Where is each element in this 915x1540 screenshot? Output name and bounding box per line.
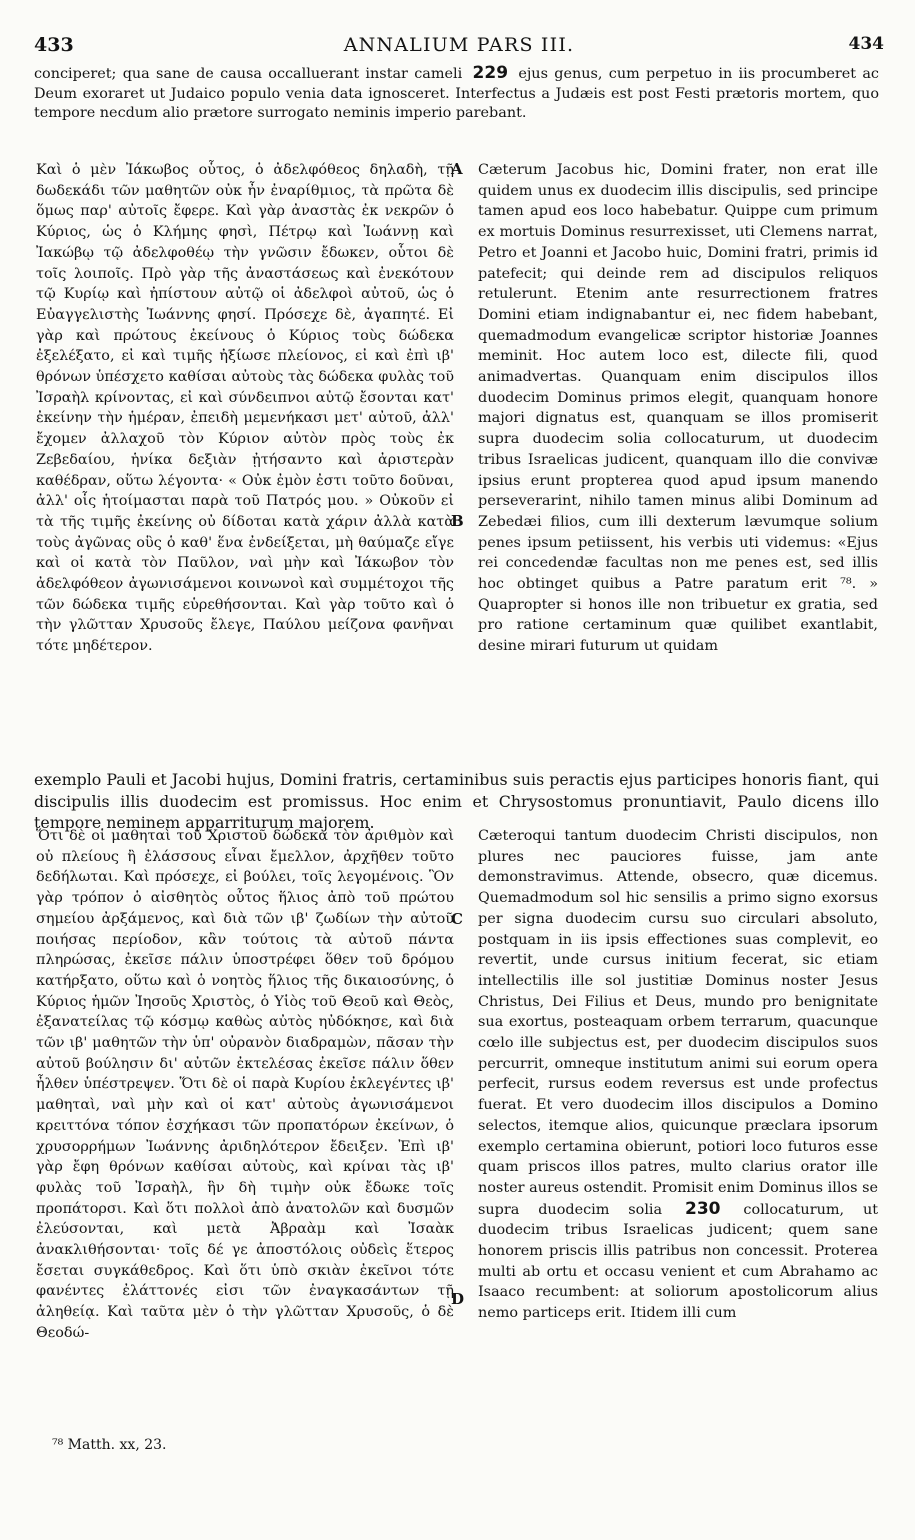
section-number-2: 230 bbox=[685, 1198, 721, 1219]
intro-paragraph bbox=[34, 64, 879, 124]
margin-marker-d: D bbox=[451, 1290, 465, 1308]
page-number-left: 433 bbox=[34, 34, 74, 56]
fullwidth-latin-paragraph: exemplo Pauli et Jacobi hujus, Domini fratris, certaminibus suis peractis ejus participes honoris fiant, qui discipulis illis duodecim est promissus. Hoc enim et Chrysostomus pronuntiavit, Paulo dicens illo tempore neminem apparriturum majorem. bbox=[34, 770, 879, 832]
latin-2-text-a: Cæteroqui tantum duodecim Christi discipulos, non plures nec pauciores fuisse, jam ante demonstravimus. Attende, obsecro, quæ dicemus. Quemadmodum sol hic sensilis a primo signo exorsus per signa duodecim cursu suo circulari absoluto, postquam in iis ipsis effectiones suas complevit, eo revertit, unde cursus initium fecerat, sic etiam intellectilis ille sol justitiæ Dominus noster Jesus Christus, Dei Filius et Deus, mundo pro benignitate sua exortus, posteaquam orbem terrarum, quacunque cœlo ille subjectus est, per duodecim discipulos suos percurrit, omneque institutum animi sui eorum opera perfecit, rursus eodem reversus est unde profectus fuerat. Et vero duodecim illos discipulos a Domino selectos, itemque alios, quicunque præclara ipsorum exemplo certamina obierunt, potiori loco futuros esse quam priscos illos patres, multo clarius orator ille noster aureus ostendit. Promisit enim Dominus illos se supra duodecim solia bbox=[478, 828, 878, 1218]
footnote: ⁷⁸ Matth. xx, 23. bbox=[52, 1437, 167, 1453]
margin-marker-b: B bbox=[451, 512, 464, 530]
intro-text-b: ejus genus, cum perpetuo in iis procumberet ac Deum exoraret ut Judaico populo venia data ignosceret. Interfectus a Judæis est post Festi prætoris mortem, quo tempore necdum alio prætore surrogato neminis imperio parebant. bbox=[34, 66, 879, 122]
latin-column-1: Cæterum Jacobus hic, Domini frater, non erat ille quidem unus ex duodecim illis discipulis, sed principe tamen apud eos loco habebatur. Quippe cum primum ex mortuis Dominus resurrexisset, uti Clemens narrat, Petro et Joanni et Jacobo huic, Domini fratri, primis id patefecit; qui deinde rem ad discipulos reliquos retulerunt. Etenim ante resurrectionem fratres Domini etiam indignabantur ei, nec fidem habebant, quemadmodum evangelicæ scriptor historiæ Joannes meminit. Hoc autem loco est, dilecte fili, quod animadvertas. Quanquam enim discipulos illos duodecim Dominus primos elegit, quanquam honore majori dignatus est, quanquam se illos promiserit supra duodecim solia collocaturum, ut duodecim tribus Israelicas judicent, quanquam illo die convivæ ipsius erunt propterea quod apud ipsum manendo perseverarint, nihilo tamen minus alibi Dominum ad Zebedæi filios, cum illi dexterum lævumque solium penes ipsum petiissent, his verbis uti videmus: «Ejus rei concedendæ facultas non me penes est, sed illis hoc obtinget quibus a Patre paratum erit ⁷⁸. » Quapropter si honos ille non tribuetur ex gratia, sed pro ratione certaminum quæ quilibet exantlabit, desine mirari futurum ut quidam bbox=[478, 162, 878, 655]
page-number-right: 434 bbox=[848, 34, 884, 54]
margin-marker-c: C bbox=[451, 910, 463, 928]
running-header bbox=[34, 34, 884, 60]
margin-marker-a: A bbox=[451, 160, 463, 178]
latin-column-2 bbox=[478, 826, 878, 1324]
latin-2-text-b: collocaturum, ut duodecim tribus Israelicas judicent; quem sane honorem priscis illis patribus non concessit. Proterea multi ab ortu et occasu venient et cum Abrahamo ac Isaaco recumbent: at soliorum apostolicorum alius nemo particeps erit. Itidem illi cum bbox=[478, 1201, 878, 1322]
intro-text-a: conciperet; qua sane de causa occalluerant instar cameli bbox=[34, 66, 463, 82]
section-number: 229 bbox=[472, 63, 509, 83]
running-title: ANNALIUM PARS III. bbox=[343, 34, 575, 56]
greek-column-1: Καὶ ὁ μὲν Ἰάκωβος οὗτος, ὁ ἀδελφόθεος δηλαδὴ, τῇ δωδεκάδι τῶν μαθητῶν οὐκ ἦν ἐναρίθμιος, τὰ πρῶτα δὲ ὅμως παρ' αὐτοῖς ἔφερε. Καὶ γὰρ ἀναστὰς ἐκ νεκρῶν ὁ Κύριος, ὡς ὁ Κλήμης φησὶ, Πέτρῳ καὶ Ἰωάννῃ καὶ Ἰακώβῳ τῷ ἀδελφοθέῳ τὴν γνῶσιν ἔδωκεν, οὗτοι δὲ τοῖς λοιποῖς. Πρὸ γὰρ τῆς ἀναστάσεως καὶ ἐνεκότουν τῷ Κυρίῳ καὶ ἠπίστουν αὐτῷ οἱ ἀδελφοὶ αὐτοῦ, ὡς ὁ Εὐαγγελιστὴς Ἰωάννης φησί. Πρόσεχε δὲ, ἀγαπητέ. Εἰ γὰρ καὶ πρώτους ἐκείνους ὁ Κύριος τοὺς δώδεκα ἐξελέξατο, εἰ καὶ τιμῆς ἠξίωσε πλείονος, εἰ καὶ ἐπὶ ιβ' θρόνων ὑπέσχετο καθίσαι αὐτοὺς τὰς δώδεκα φυλὰς τοῦ Ἰσραὴλ κρίνοντας, εἰ καὶ σύνδειπνοι αὐτῷ ἔσονται κατ' ἐκείνην τὴν ἡμέραν, ἐπειδὴ μεμενήκασι μετ' αὐτοῦ, ἀλλ' ἔχομεν ἀλλαχοῦ τὸν Κύριον αὐτὸν πρὸς τοὺς ἐκ Ζεβεδαίου, ἡνίκα δεξιὰν ᾐτήσαντο καὶ ἀριστερὰν καθέδραν, οὕτω λέγοντα· « Οὐκ ἐμὸν ἐστι τοῦτο δοῦναι, ἀλλ' οἷς ἡτοίμασται παρὰ τοῦ Πατρός μου. » Οὐκοῦν εἰ τὰ τῆς τιμῆς ἐκείνης οὐ δίδοται κατὰ χάριν ἀλλὰ κατὰ τοὺς ἀγῶνας οὓς ὁ καθ' ἕνα ἐνδείξεται, μὴ θαύμαζε εἴγε καὶ οἱ κατὰ τὸν Παῦλον, ναὶ μὴν καὶ Ἰάκωβον τὸν ἀδελφόθεον ἀγωνισάμενοι κοινωνοὶ καὶ συμμέτοχοι τῆς τῶν δώδεκα τιμῆς εὑρεθήσονται. Καὶ γὰρ τοῦτο καὶ ὁ τὴν γλῶτταν Χρυσοῦς ἔλεγε, Παύλου μείζονα φανῆναι τότε μηδέτερον. bbox=[36, 162, 454, 655]
greek-column-2: Ὅτι δὲ οἱ μαθηταὶ τοῦ Χριστοῦ δώδεκα τὸν ἀριθμὸν καὶ οὐ πλείους ἢ ἐλάσσους εἶναι ἔμελλον, ἀρχῆθεν τοῦτο δεδήλωται. Καὶ πρόσεχε, εἰ βούλει, τοῖς λεγομένοις. Ὃν γὰρ τρόπον ὁ αἰσθητὸς οὗτος ἥλιος ἀπὸ τοῦ πρώτου σημείου ἀρξάμενος, καὶ διὰ τῶν ιβ' ζωδίων τὴν αὐτοῦ ποιήσας περίοδον, κἂν τούτοις τὰ αὐτοῦ πάντα πληρώσας, ἐκεῖσε πάλιν ὑποστρέφει ὅθεν τοῦ δρόμου κατήρξατο, οὕτω καὶ ὁ νοητὸς ἥλιος τῆς δικαιοσύνης, ὁ Κύριος ἡμῶν Ἰησοῦς Χριστὸς, ὁ Υἱὸς τοῦ Θεοῦ καὶ Θεὸς, ἐξανατείλας τῷ κόσμῳ καθὼς αὐτὸς ηὐδόκησε, καὶ διὰ τῶν ιβ' μαθητῶν τὴν ὑπ' οὐρανὸν διαδραμὼν, πᾶσαν τὴν αὐτοῦ βούλησιν δι' αὐτῶν ἐκτελέσας ἐκεῖσε πάλιν ὅθεν ἦλθεν ὑπέστρεψεν. Ὅτι δὲ οἱ παρὰ Κυρίου ἐκλεγέντες ιβ' μαθηταὶ, ναὶ μὴν καὶ οἱ κατ' αὐτοὺς ἀγωνισάμενοι κρειττόνα τόπον ἐσχήκασι τῶν προπατόρων ἐκείνων, ὁ χρυσορρήμων Ἰωάννης ἀριδηλότερον ἔδειξεν. Ἐπὶ ιβ' γὰρ ἔφη θρόνων καθίσαι αὐτοὺς, καὶ κρίναι τὰς ιβ' φυλὰς τοῦ Ἰσραὴλ, ἣν δὴ τιμὴν οὐκ ἔδωκε τοῖς προπάτορσι. Καὶ ὅτι πολλοὶ ἀπὸ ἀνατολῶν καὶ δυσμῶν ἐλεύσονται, καὶ μετὰ Ἀβραὰμ καὶ Ἰσαὰκ ἀνακλιθήσονται· τοῖς δέ γε ἀποστόλοις οὐδεὶς ἕτερος ἔσεται συγκάθεδρος. Καὶ ὅτι ὑπὸ σκιὰν ἐκεῖνοι τότε φανέντες ἐλάττονές εἰσι τῶν ἐναγκασάντων τῇ ἀληθείᾳ. Καὶ ταῦτα μὲν ὁ τὴν γλῶτταν Χρυσοῦς, ὁ δὲ Θεοδώ- bbox=[36, 828, 454, 1341]
